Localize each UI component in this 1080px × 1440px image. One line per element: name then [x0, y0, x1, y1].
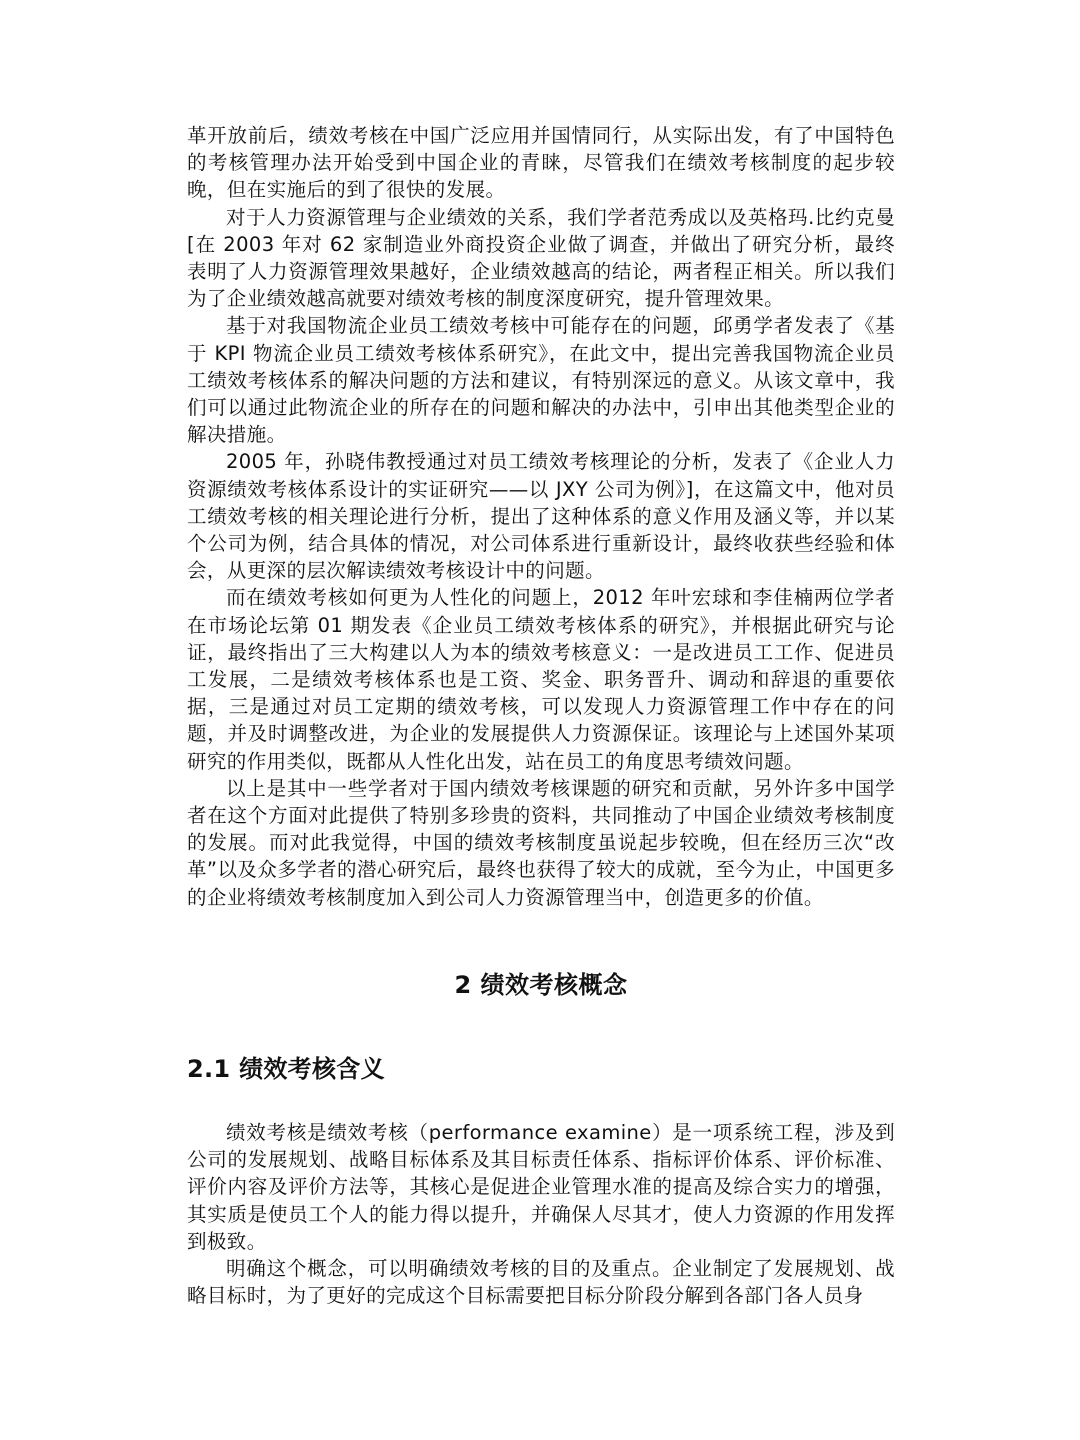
paragraph-summary: 以上是其中一些学者对于国内绩效考核课题的研究和贡献，另外许多中国学者在这个方面对此提供了特别多珍贵的资料，共同推动了中国企业绩效考核制度的发展。而对此我觉得，中国的绩效考核制度虽说起步较晚，但在经历三次“改革”以及众多学者的潜心研究后，最终也获得了较大的成就，至今为止，中国更多的企业将绩效考核制度加入到公司人力资源管理当中，创造更多的价值。 [187, 776, 895, 909]
paragraph-purpose: 明确这个概念，可以明确绩效考核的目的及重点。企业制定了发展规划、战略目标时，为了更好的完成这个目标需要把目标分阶段分解到各部门各人员身 [187, 1256, 895, 1308]
chapter-title: 2 绩效考核概念 [454, 970, 628, 999]
paragraph-sun-xiaowei: 2005 年，孙晓伟教授通过对员工绩效考核理论的分析，发表了《企业人力资源绩效考核体系设计的实证研究——以 JXY 公司为例》]，在这篇文中，他对员工绩效考核的相关理论进行分析，提出了这种体系的意义作用及涵义等，并以某个公司为例，结合具体的情况，对公司体系进行重新设计，最终收获些经验和体会，从更深的层次解读绩效考核设计中的问题。 [187, 450, 895, 583]
paragraph-definition: 绩效考核是绩效考核（performance examine）是一项系统工程，涉及到公司的发展规划、战略目标体系及其目标责任体系、指标评价体系、评价标准、评价内容及评价方法等，其核心是促进企业管理水准的提高及综合实力的增强，其实质是使员工个人的能力得以提升，并确保人尽其才，使人力资源的作用发挥到极致。 [187, 1120, 895, 1253]
paragraph-qiu-yong: 基于对我国物流企业员工绩效考核中可能存在的问题，邱勇学者发表了《基于 KPI 物流企业员工绩效考核体系研究》，在此文中，提出完善我国物流企业员工绩效考核体系的解决问题的方法和建议，有特别深远的意义。从该文章中，我们可以通过此物流企业的所存在的问题和解决的办法中，引申出其他类型企业的解决措施。 [187, 314, 895, 447]
section-title: 2.1 绩效考核含义 [187, 1054, 385, 1083]
section-body [187, 1119, 895, 1309]
paragraph-fan-xiucheng: 对于人力资源管理与企业绩效的关系，我们学者范秀成以及英格玛.比约克曼[在 2003 年对 62 家制造业外商投资企业做了调查，并做出了研究分析，最终表明了人力资源管理效果越好，企业绩效越高的结论，两者程正相关。所以我们为了企业绩效越高就要对绩效考核的制度深度研究，提升管理效果。 [187, 205, 895, 311]
paragraph-continued: 革开放前后，绩效考核在中国广泛应用并国情同行，从实际出发，有了中国特色的考核管理办法开始受到中国企业的青睐，尽管我们在绩效考核制度的起步较晚，但在实施后的到了很快的发展。 [187, 124, 895, 202]
page-content [187, 122, 895, 1309]
paragraph-humanization: 而在绩效考核如何更为人性化的问题上，2012 年叶宏球和李佳楠两位学者在市场论坛第 01 期发表《企业员工绩效考核体系的研究》，并根据此研究与论证，最终指出了三大构建以人为本的绩效考核意义：一是改进员工工作、促进员工发展，二是绩效考核体系也是工资、奖金、职务晋升、调动和辞退的重要依据，三是通过对员工定期的绩效考核，可以发现人力资源管理工作中存在的问题，并及时调整改进，为企业的发展提供人力资源保证。该理论与上述国外某项研究的作用类似，既都从人性化出发，站在员工的角度思考绩效问题。 [187, 586, 895, 773]
